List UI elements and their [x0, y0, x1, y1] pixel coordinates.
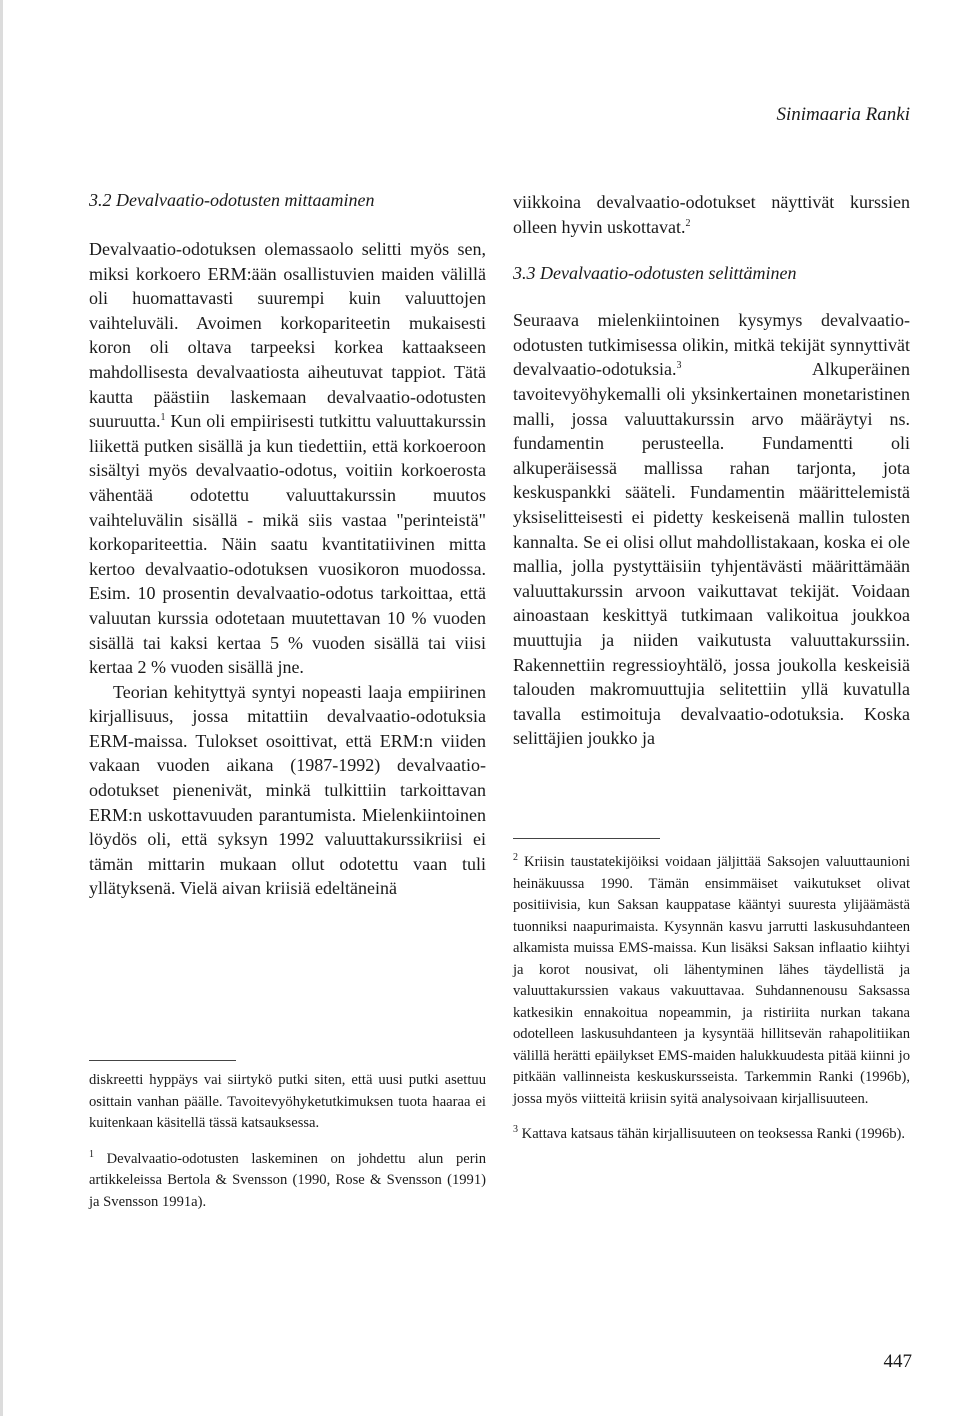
footnote-ref-2: 2 — [685, 217, 691, 229]
left-column — [89, 190, 486, 901]
running-head-author: Sinimaaria Ranki — [776, 104, 910, 125]
paragraph-text: viikkoina devalvaatio-odotukset näyttivät kurssien olleen hyvin uskottavat. — [513, 192, 910, 237]
footnote-continued: diskreetti hyppäys vai siirtykö putki siten, että uusi putki asettuu osittain vanhan päälle. Tavoitevyöhyketutkimuksen tuota haaraa ei kuitenkaan käsitellä tässä katsauksessa. — [89, 1072, 486, 1131]
footnote-text-2: Kriisin taustatekijöiksi voidaan jäljittää Saksojen valuuttaunioni heinäkuussa 1990. Tämän ensimmäiset vaikutukset olivat positiivisia, kun Saksan kauppatase kääntyi suuresta ylijäämästä tuonniksi naapurimaista. Kysynnän kasvu jarrutti laskusuhdanteen alkamista muissa EMS-maissa. Kun lisäksi Saksan inflaatio kiihtyi ja korot nousivat, oli lähentyminen lähes täydellistä ja valuuttakurssien vakaus vakuuttavaa. Suhdannenousu Saksassa katkesikin ennakoitua nopeammin, ja ristiriita nurkan takana odotelleen laskusuhdanteen ja kysyntää hillitsevän rahapolitiikan välillä herätti epäilykset EMS-maiden halukkuudesta pitää kiinni jo pitkään vallinneista keskuskursseista. Tarkemmin Ranki (1996b), jossa myös viitteitä kriisin syitä analysoivaan kirjallisuuteen. — [513, 854, 910, 1107]
footnote-3 — [513, 1124, 910, 1146]
footnote-number-3: 3 — [513, 1124, 518, 1136]
paragraph-continued — [513, 190, 910, 239]
footnote-ref-3: 3 — [676, 360, 682, 372]
paragraph-text: Devalvaatio-odotuksen olemassaolo selitti myös sen, miksi korkoero ERM:ään osallistuvien maiden välillä oli huomattavasti suurempi kuin valuuttojen vaihteluväli. Avoimen korkopariteetin mukaisesti koron oli oltava tarpeeksi korkea kattaakseen mahdollisesta devalvaatiosta aiheutuvat tappiot. Tätä kautta päästiin laskemaan devalvaatio-odotusten suuruutta. — [89, 239, 486, 432]
footnote-number-2: 2 — [513, 852, 518, 864]
paragraph-teorian: Teorian kehityttyä syntyi nopeasti laaja empiirinen kirjallisuus, jossa mitattiin devalvaatio-odotuksia ERM-maissa. Tulokset osoittivat, että ERM:n viiden vakaan vuoden aikana (1987-1992) devalvaatio-odotukset pienenivät, minkä tulkittiin tarkoittavan ERM:n uskottavuuden parantumista. Mielenkiintoinen löydös oli, että syksyn 1992 valuuttakurssikriisi ei tämän mittarin mukaan ollut odotettu vaan tuli yllätyksenä. Vielä aivan kriisiä edeltäneinä — [89, 681, 486, 899]
footnote-text-1: Devalvaatio-odotusten laskeminen on johdettu alun perin artikkeleissa Bertola & Svensson (1990, Rose & Svensson (1991) ja Svensson 1991a). — [89, 1150, 486, 1210]
footnote-number-1: 1 — [89, 1148, 94, 1160]
page-edge — [0, 0, 3, 1416]
footnote-1 — [89, 1149, 486, 1214]
right-column — [513, 190, 910, 751]
footnote-rule-left — [89, 1060, 236, 1061]
paragraph-text-continued: Alkuperäinen tavoitevyöhykemalli oli yksinkertainen monetaristinen malli, jossa valuuttakurssin arvo määräytyi ns. fundamentin perusteella. Fundamentti oli alkuperäisessä mallissa rahan tarjonta, jota keskuspankki sääteli. Fundamentin määrittelemistä yksiselitteisesti ei pidetty keskeisenä mallin tulosten kannalta. Se ei olisi ollut mahdollistakaan, koska ei ole mallia, jolla pystyttäisiin tyhjentävästi määrittämään valuuttakurssin arvoon vaikuttavat tekijät. Voidaan ainoastaan keskittyä tutkimaan valikoitua joukkoa muuttujia ja niiden vaikutusta valuuttakurssiin. Rakennettiin regressioyhtälö, jossa joukolla keskeisiä talouden makromuuttujia selitettiin yllä kuvatulla tavalla estimoituja devalvaatio-odotuksia. Koska selittäjien joukko ja — [513, 359, 910, 749]
left-footnotes — [89, 1070, 486, 1213]
page-number: 447 — [883, 1351, 912, 1372]
section-heading-3-2: 3.2 Devalvaatio-odotusten mittaaminen — [89, 190, 375, 210]
paragraph-seuraava — [513, 308, 910, 751]
footnote-2 — [513, 852, 910, 1110]
footnote-ref-1: 1 — [160, 412, 166, 424]
right-footnotes — [513, 852, 910, 1146]
footnote-rule-right — [513, 838, 660, 839]
footnote-text-3: Kattava katsaus tähän kirjallisuuteen on teoksessa Ranki (1996b). — [518, 1126, 906, 1142]
section-heading-3-3: 3.3 Devalvaatio-odotusten selittäminen — [513, 263, 797, 284]
paragraph-text: Seuraava mielenkiintoinen kysymys devalvaatio-odotusten tutkimisessa olikin, mitkä tekijät synnyttivät devalvaatio-odotuksia. — [513, 310, 910, 380]
paragraph-devalvaatio-odotuksen — [89, 237, 486, 680]
paragraph-text-continued: Kun oli empiirisesti tutkittu valuuttakurssin liikettä putken sisällä ja kun tiedettiin, että korkoeroon sisältyi myös devalvaatio-odotus, voitiin korkoerosta vähentää odotettu valuuttakurssin muutos vaihteluvälin sisällä - mikä siis vastaa "perinteistä" korkopariteettia. Näin saatu kvantitatiivinen mitta kertoo devalvaatio-odotuksen vuosikoron muodossa. Esim. 10 prosentin devalvaatio-odotus tarkoittaa, että valuutan kurssia odotetaan muutettavan 10 % vuoden sisällä tai kaksi kertaa 5 % vuoden sisällä tai viisi kertaa 2 % vuoden sisällä jne. — [89, 411, 486, 678]
